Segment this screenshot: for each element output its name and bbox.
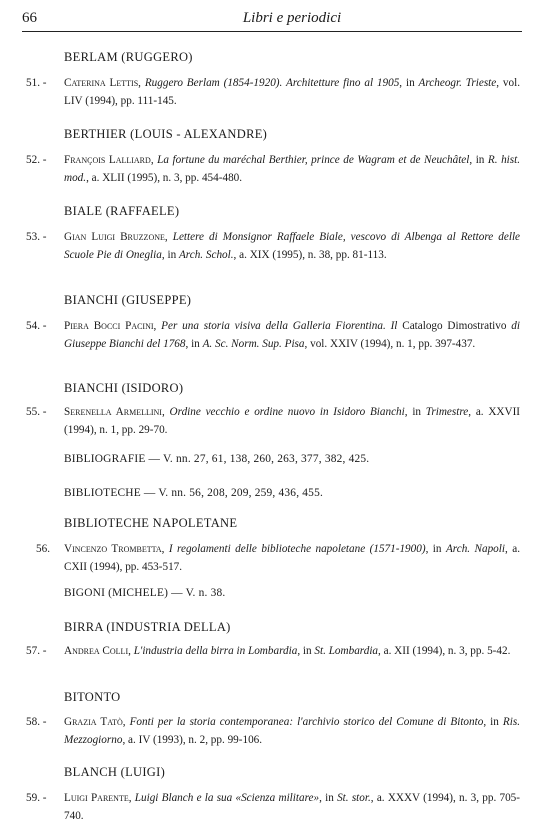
entry-number: 59. - — [26, 792, 47, 804]
entry-number: 57. - — [26, 645, 47, 657]
cross-reference: BIBLIOTECHE — V. nn. 56, 208, 209, 259, 436, 455. — [64, 487, 324, 499]
entry-author: Vincenzo Trombetta — [64, 543, 162, 555]
header-rule — [22, 31, 522, 32]
entry-journal: St. Lombardia — [314, 645, 379, 657]
entry-author: Luigi Parente — [64, 792, 129, 804]
section-heading: BERTHIER (LOUIS - ALEXANDRE) — [64, 127, 268, 141]
entry-text: Gian Luigi Bruzzone, Lettere di Monsignor Raffaele Biale, vescovo di Albenga al Rettore delle Scuole Pie di Oneglia, in Arch. Schol., a. XIX (1995), n. 38, pp. 81-113. — [64, 231, 521, 261]
entry-title: L'industria della birra in Lombardia — [133, 645, 298, 657]
entry-author: Caterina Lettis — [64, 77, 139, 89]
entry-author: Andrea Colli — [64, 645, 129, 657]
entry-text: Vincenzo Trombetta, I regolamenti delle biblioteche napoletane (1571-1900), in Arch. Napoli, a. CXII (1994), pp. 453-517. — [64, 543, 521, 573]
running-title: Libri e periodici — [242, 10, 342, 26]
entry-author: François Lalliard — [64, 154, 151, 166]
entry-title: Ruggero Berlam (1854-1920). Architetture fino al 1905 — [144, 77, 400, 89]
entry-journal: Archeogr. Trieste — [418, 77, 497, 89]
entry-text: François Lalliard, La fortune du maréchal Berthier, prince de Wagram et de Neuchâtel, in R. hist. mod., a. XLII (1995), n. 3, pp. 454-480. — [64, 154, 521, 184]
entry-author: Serenella Armellini — [64, 406, 162, 418]
entry-title-cont: di Giuseppe Bianchi del 1768 — [64, 320, 520, 350]
entry-text: Serenella Armellini, Ordine vecchio e ordine nuovo in Isidoro Bianchi, in Trimestre, a. XXVII (1994), n. 1, pp. 29-70. — [64, 406, 521, 436]
entry-title: Fonti per la storia contemporanea: l'archivio storico del Comune di Bitonto — [129, 716, 484, 728]
entry-title: La fortune du maréchal Berthier, prince de Wagram et de Neuchâtel — [157, 154, 470, 166]
entry-text: Andrea Colli, L'industria della birra in Lombardia, in St. Lombardia, a. XII (1994), n. 3, pp. 5-42. — [64, 645, 511, 657]
page-header — [22, 10, 522, 32]
entry-author: Piera Bocci Pacini — [64, 320, 154, 332]
entry-number: 52. - — [26, 154, 47, 166]
entry-journal: R. hist. mod. — [64, 154, 521, 184]
entry-journal: Arch. Schol. — [178, 248, 234, 261]
section-heading: BLANCH (LUIGI) — [64, 765, 166, 779]
entry-text: Luigi Parente, Luigi Blanch e la sua «Scienza militare», in St. stor., a. XXXV (1994), n. 3, pp. 705-740. — [64, 792, 521, 822]
entry-journal: Ris. Mezzogiorno — [64, 716, 521, 746]
entry-journal: Trimestre — [425, 406, 469, 418]
entry-author: Grazia Tatò — [64, 716, 123, 728]
entry-title: Ordine vecchio e ordine nuovo in Isidoro Bianchi — [169, 406, 405, 418]
section-heading: BERLAM (RUGGERO) — [64, 50, 193, 64]
entry-title: I regolamenti delle biblioteche napoletane (1571-1900) — [168, 543, 426, 555]
entry-title: Lettere di Monsignor Raffaele Biale, vescovo di Albenga al Rettore delle Scuole Pie di Oneglia — [64, 231, 521, 261]
entry-journal: Arch. Napoli — [445, 543, 505, 555]
section-heading: BIANCHI (ISIDORO) — [64, 381, 184, 395]
entry-text: Grazia Tatò, Fonti per la storia contemporanea: l'archivio storico del Comune di Bitonto, in Ris. Mezzogiorno, a. IV (1993), n. 2, pp. 99-106. — [64, 716, 521, 746]
section-heading: BIANCHI (GIUSEPPE) — [64, 293, 192, 307]
section-heading: BITONTO — [64, 690, 121, 704]
entry-title: Luigi Blanch e la sua «Scienza militare» — [134, 792, 320, 804]
entry-number: 55. - — [26, 406, 47, 418]
entry-number: 58. - — [26, 716, 47, 728]
cross-reference: BIBLIOGRAFIE — V. nn. 27, 61, 138, 260, 263, 377, 382, 425. — [64, 453, 370, 465]
entry-author: Gian Luigi Bruzzone — [64, 231, 165, 243]
entry-number: 56. — [36, 543, 50, 555]
entry-number: 53. - — [26, 231, 47, 243]
page-number: 66 — [22, 10, 37, 26]
section-heading: BIALE (RAFFAELE) — [64, 204, 180, 218]
entry-title: Per una storia visiva della Galleria Fiorentina. Il — [161, 320, 398, 332]
entry-text: Piera Bocci Pacini, Per una storia visiva della Galleria Fiorentina. Il Catalogo Dimostrativo di Giuseppe Bianchi del 1768, in A. Sc. Norm. Sup. Pisa, vol. XXIV (1994), n. 1, pp. 397-437. — [64, 320, 520, 350]
cross-reference: BIGONI (MICHELE) — V. n. 38. — [64, 587, 226, 599]
entry-number: 54. - — [26, 320, 47, 332]
section-heading: BIBLIOTECHE NAPOLETANE — [64, 516, 238, 530]
entry-journal: A. Sc. Norm. Sup. Pisa — [202, 337, 305, 350]
entry-journal: St. stor. — [337, 792, 371, 804]
entry-number: 51. - — [26, 77, 47, 89]
section-heading: BIRRA (INDUSTRIA DELLA) — [64, 620, 231, 634]
entry-text: Caterina Lettis, Ruggero Berlam (1854-1920). Architetture fino al 1905, in Archeogr. Trieste, vol. LIV (1994), pp. 111-145. — [64, 77, 521, 107]
